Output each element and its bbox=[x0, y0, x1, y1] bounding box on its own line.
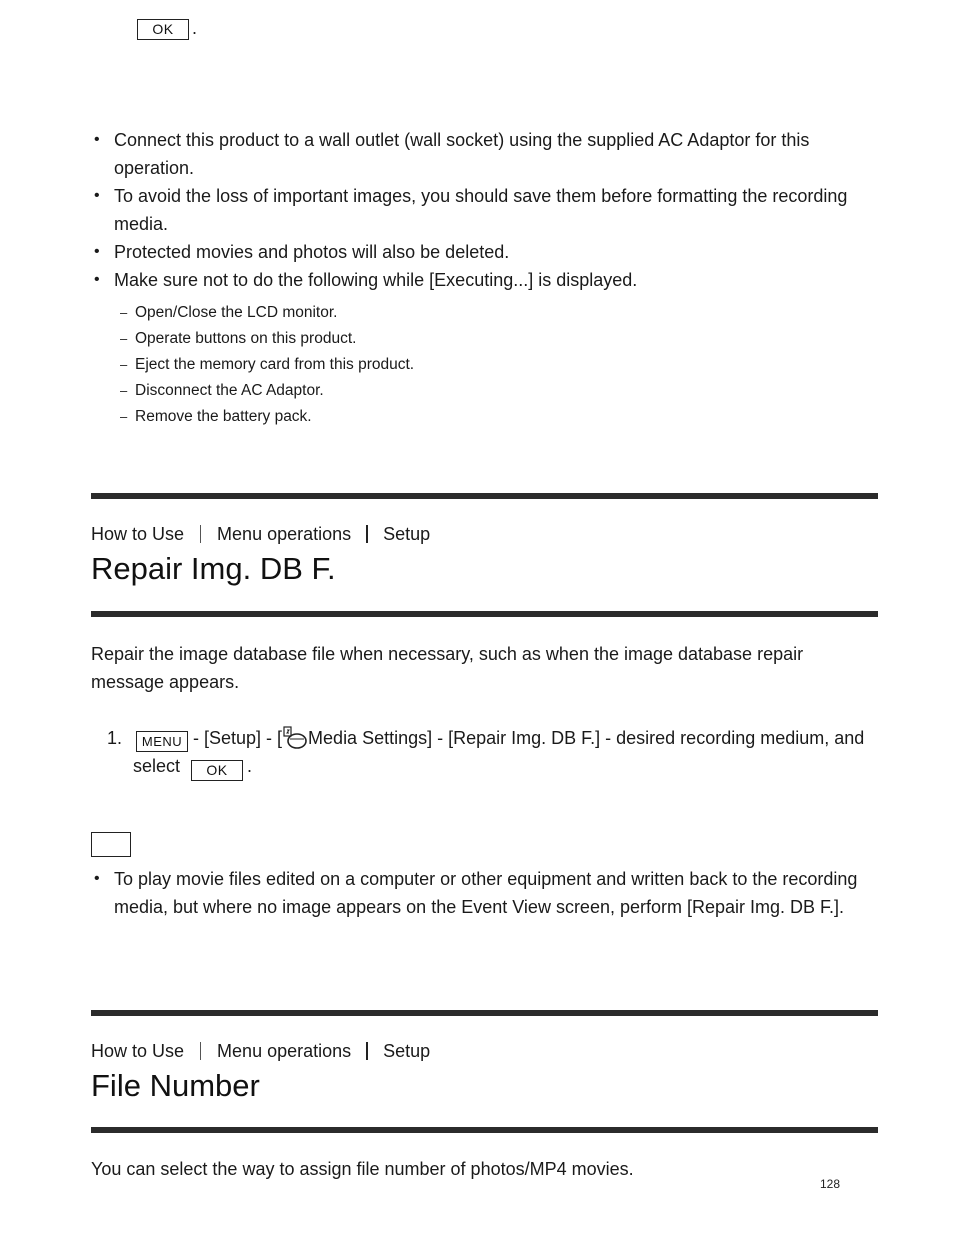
list-item: – Open/Close the LCD monitor. bbox=[120, 300, 414, 326]
list-item: – Eject the memory card from this product. bbox=[120, 352, 414, 378]
notes-list bbox=[91, 126, 878, 294]
breadcrumb-separator bbox=[366, 1042, 368, 1060]
section-divider bbox=[91, 611, 878, 617]
breadcrumb-how-to-use[interactable]: How to Use bbox=[91, 524, 185, 544]
breadcrumb-how-to-use[interactable]: How to Use bbox=[91, 1041, 185, 1061]
section-divider bbox=[91, 1127, 878, 1133]
step-text-part2: Media Settings] - [Repair Img. DB F.] - desired recording medium, and select bbox=[133, 728, 865, 776]
hint-list bbox=[91, 865, 878, 921]
breadcrumb-setup[interactable]: Setup bbox=[383, 1041, 431, 1061]
breadcrumb-separator bbox=[200, 1042, 201, 1060]
ok-trailing-period: . bbox=[192, 18, 198, 38]
section-intro: You can select the way to assign file number of photos/MP4 movies. bbox=[91, 1159, 634, 1179]
page-number: 128 bbox=[820, 1177, 841, 1191]
menu-button-icon: MENU bbox=[136, 731, 188, 752]
list-item: • To play movie files edited on a computer or other equipment and written back to the recording media, but where no image appears on the Event View screen, perform [Repair Img. DB F.]. bbox=[91, 865, 878, 921]
list-item: • Protected movies and photos will also be deleted. bbox=[91, 238, 878, 266]
step-text-part1: - [Setup] - [ bbox=[188, 728, 283, 748]
step-text-end: . bbox=[247, 756, 253, 776]
list-item: • To avoid the loss of important images, you should save them before formatting the recording media. bbox=[91, 182, 878, 238]
forbidden-actions-list bbox=[120, 300, 414, 430]
list-item: – Operate buttons on this product. bbox=[120, 326, 414, 352]
section-intro: Repair the image database file when necessary, such as when the image database repair message appears. bbox=[91, 644, 804, 692]
list-item: – Disconnect the AC Adaptor. bbox=[120, 378, 414, 404]
step-number: 1. bbox=[107, 728, 123, 748]
ok-button-icon: OK bbox=[191, 760, 243, 781]
breadcrumb bbox=[91, 523, 430, 545]
section-divider bbox=[91, 1010, 878, 1016]
media-settings-icon bbox=[282, 726, 308, 750]
list-item: – Remove the battery pack. bbox=[120, 404, 414, 430]
breadcrumb-menu-operations[interactable]: Menu operations bbox=[217, 1041, 352, 1061]
section-divider bbox=[91, 493, 878, 499]
breadcrumb-separator bbox=[366, 525, 368, 543]
list-item: • Make sure not to do the following while [Executing...] is displayed. bbox=[91, 266, 878, 294]
hint-label-box bbox=[91, 832, 131, 857]
page-title: File Number bbox=[91, 1068, 260, 1103]
page-title: Repair Img. DB F. bbox=[91, 551, 336, 586]
breadcrumb-setup[interactable]: Setup bbox=[383, 524, 431, 544]
ok-button-icon: OK bbox=[137, 19, 189, 40]
list-item: • Connect this product to a wall outlet (wall socket) using the supplied AC Adaptor for this operation. bbox=[91, 126, 878, 182]
breadcrumb-menu-operations[interactable]: Menu operations bbox=[217, 524, 352, 544]
breadcrumb-separator bbox=[200, 525, 201, 543]
breadcrumb bbox=[91, 1040, 430, 1062]
